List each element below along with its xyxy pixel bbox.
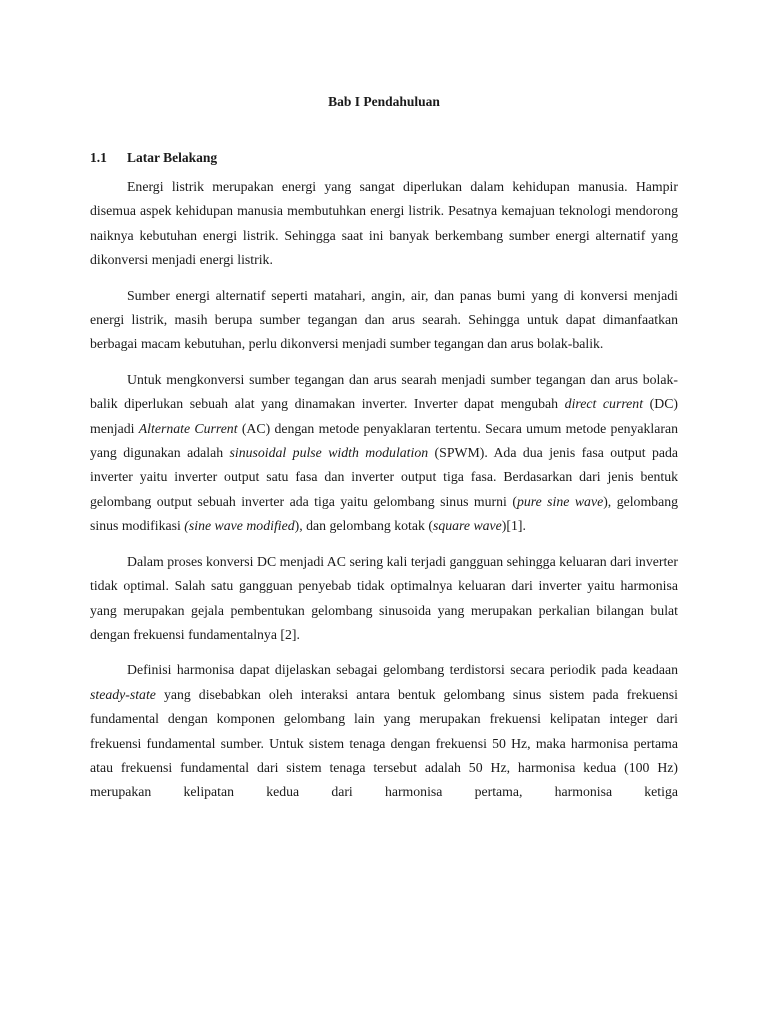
document-page <box>90 90 678 805</box>
paragraph-2: Sumber energi alternatif seperti matahari, angin, air, dan panas bumi yang di konversi menjadi energi listrik, masih berupa sumber tegangan dan arus searah. Sehingga untuk dapat dimanfaatkan berbagai macam kebutuhan, perlu dikonversi menjadi sumber tegangan dan arus bolak-balik. <box>90 287 678 352</box>
paragraph-3-text: (SPWM). Ada dua jenis fasa output pada inverter yaitu inverter output satu fasa dan inverter output tiga fasa. Berdasarkan dari jenis bentuk gelombang output sebuah inverter ada tiga yaitu gelombang sinus murni ( <box>90 445 679 509</box>
paragraph-3-text: Untuk mengkonversi sumber tegangan dan arus searah menjadi sumber tegangan dan arus bolak-balik diperlukan sebuah alat yang dinamakan inverter. Inverter dapat mengubah <box>90 371 678 412</box>
paragraph-5-text: yang disebabkan oleh interaksi antara bentuk gelombang sinus sistem pada frekuensi fundamental dengan komponen gelombang lain yang merupakan frekuensi kelipatan integer dari frekuensi fundamental sumber. Untuk sistem tenaga dengan frekuensi 50 Hz, maka harmonisa pertama atau frekuensi fundamental dari sistem tenaga tersebut adalah 50 Hz, harmonisa kedua (100 Hz) merupakan kelipatan kedua dari harmonisa pertama, harmonisa ketiga <box>90 686 678 800</box>
paragraph-5 <box>90 658 678 804</box>
paragraph-4: Dalam proses konversi DC menjadi AC sering kali terjadi gangguan sehingga keluaran dari inverter tidak optimal. Salah satu gangguan penyebab tidak optimalnya keluaran dari inverter yaitu harmonisa yang merupakan gejala pembentukan gelombang sinusoida yang merupakan perkalian bilangan bulat dengan frekuensi fundamentalnya [2]. <box>90 553 678 642</box>
paragraph-3 <box>90 368 678 539</box>
italic-term-alternate-current: Alternate Current <box>138 420 238 436</box>
paragraph-3-text: (DC) menjadi <box>90 396 678 436</box>
italic-term-direct-current: direct current <box>564 396 644 412</box>
paragraph-1: Energi listrik merupakan energi yang sangat diperlukan dalam kehidupan manusia. Hampir disemua aspek kehidupan manusia membutuhkan energi listrik. Pesatnya kemajuan teknologi mendorong naiknya kebutuhan energi listrik. Sehingga saat ini banyak berkembang sumber energi alternatif yang dikonversi menjadi energi listrik. <box>90 179 678 268</box>
italic-term-square-wave: square wave <box>432 518 502 534</box>
section-number: 1.1 <box>90 150 107 165</box>
italic-term-pure-sine-wave: pure sine wave <box>516 493 604 509</box>
paragraph-3-text: ), dan gelombang kotak ( <box>294 518 433 534</box>
italic-term-spwm: sinusoidal pulse width modulation <box>229 445 429 461</box>
italic-term-steady-state: steady-state <box>90 686 156 702</box>
paragraph-5-text: Definisi harmonisa dapat dijelaskan sebagai gelombang terdistorsi secara periodik pada keadaan <box>127 662 678 678</box>
paragraph-3-text: )[1]. <box>501 518 526 534</box>
paragraph-3-text: ), gelombang sinus modifikasi <box>90 493 679 534</box>
paragraph-3-text: (AC) dengan metode penyaklaran tertentu. Secara umum metode penyaklaran yang digunakan adalah <box>90 420 678 461</box>
section-heading <box>90 147 678 169</box>
section-title: Latar Belakang <box>127 150 218 165</box>
italic-term-sine-wave-modified: (sine wave modified <box>184 518 295 534</box>
chapter-title: Bab I Pendahuluan <box>328 94 440 109</box>
